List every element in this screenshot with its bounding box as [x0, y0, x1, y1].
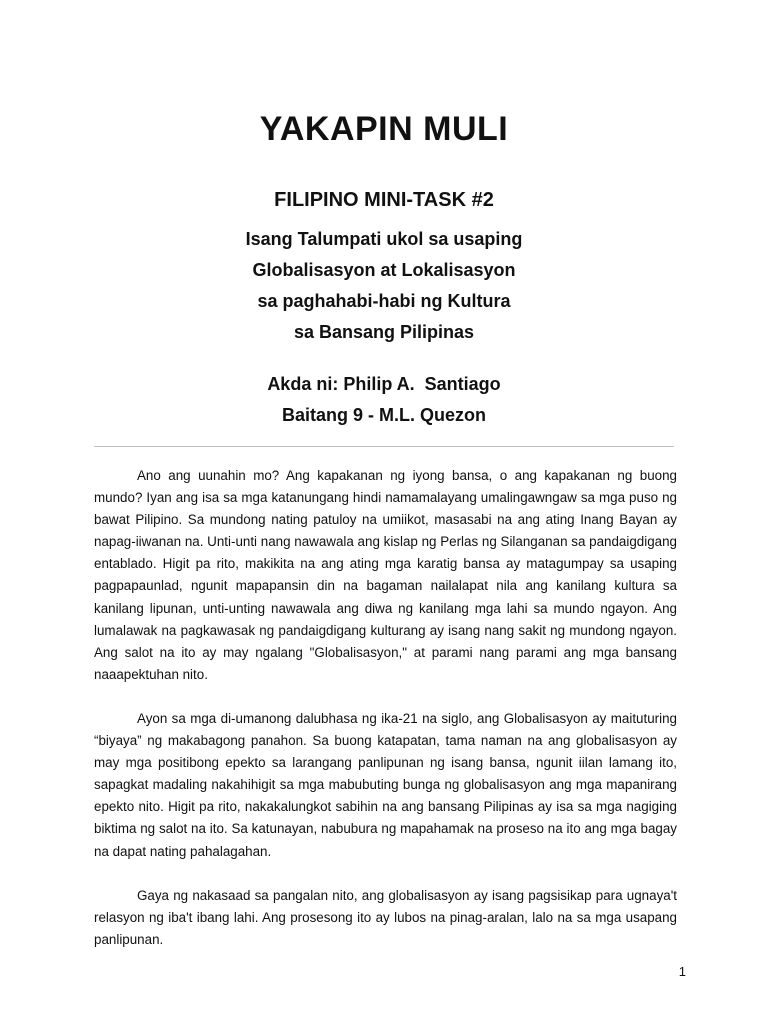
author-block — [0, 369, 768, 431]
topic-block — [0, 224, 768, 348]
divider — [94, 446, 674, 447]
paragraph: Gaya ng nakasaad sa pangalan nito, ang globalisasyon ay isang pagsisikap para ugnaya't relasyon ng iba't ibang lahi. Ang prosesong ito ay lubos na pinag-aralan, lalo na sa mga usapang panlipunan. — [94, 887, 677, 947]
topic-line: sa paghahabi-habi ng Kultura — [257, 291, 511, 311]
document-subtitle: FILIPINO MINI-TASK #2 — [274, 189, 494, 211]
document-title: YAKAPIN MULI — [259, 110, 509, 148]
topic-line: Globalisasyon at Lokalisasyon — [252, 260, 516, 280]
page-number: 1 — [678, 964, 686, 979]
grade-line: Baitang 9 - M.L. Quezon — [281, 405, 486, 425]
paragraph: Ayon sa mga di-umanong dalubhasa ng ika-21 na siglo, ang Globalisasyon ay maituturing “biyaya” ng makabagong panahon. Sa buong katapatan, tama naman na ang globalisasyon ay may mga positibong epekto sa larangang panlipunan ng isang bansa, ngunit iilan lamang ito, sapagkat madaling nakahihigit sa mga mabubuting bunga ng globalisasyon ang mga mapanirang epekto nito. Higit pa rito, nakakalungkot sabihin na ang bansang Pilipinas ay isa sa mga nagiging biktima ng salot na ito. Sa katunayan, nabubura ng mapahamak na proseso na ito ang mga bagay na dapat nating pahalagahan. — [94, 710, 677, 859]
author-line: Akda ni: Philip A. Santiago — [267, 374, 501, 394]
topic-line: Isang Talumpati ukol sa usaping — [245, 229, 523, 249]
topic-line: sa Bansang Pilipinas — [293, 322, 475, 342]
paragraph: Ano ang uunahin mo? Ang kapakanan ng iyong bansa, o ang kapakanan ng buong mundo? Iyan ang isa sa mga katanungang hindi namamalayang umalingawngaw sa mga puso ng bawat Pilipino. Sa mundong nating patuloy na umiikot, masasabi na ang ating Inang Bayan ay napag-iiwanan na. Unti-unti nang nawawala ang kislap ng Perlas ng Silanganan sa pandaigdigang entablado. Higit pa rito, makikita na ang ating mga karatig bansa ay matagumpay sa usaping pagpapaunlad, ngunit mapapansin din na bagaman nailalapat nila ang kanilang kultura sa kanilang lipunan, unti-unting nawawala ang diwa ng kanilang mga lahi sa mundo ngayon. Ang lumalawak na pagkawasak ng pandaigdigang kulturang ay isang nang sakit ng mundong ngayon. Ang salot na ito ay may ngalang "Globalisasyon," at parami nang parami ang mga bansang naaapektuhan nito. — [94, 468, 677, 682]
body-text — [94, 465, 677, 973]
